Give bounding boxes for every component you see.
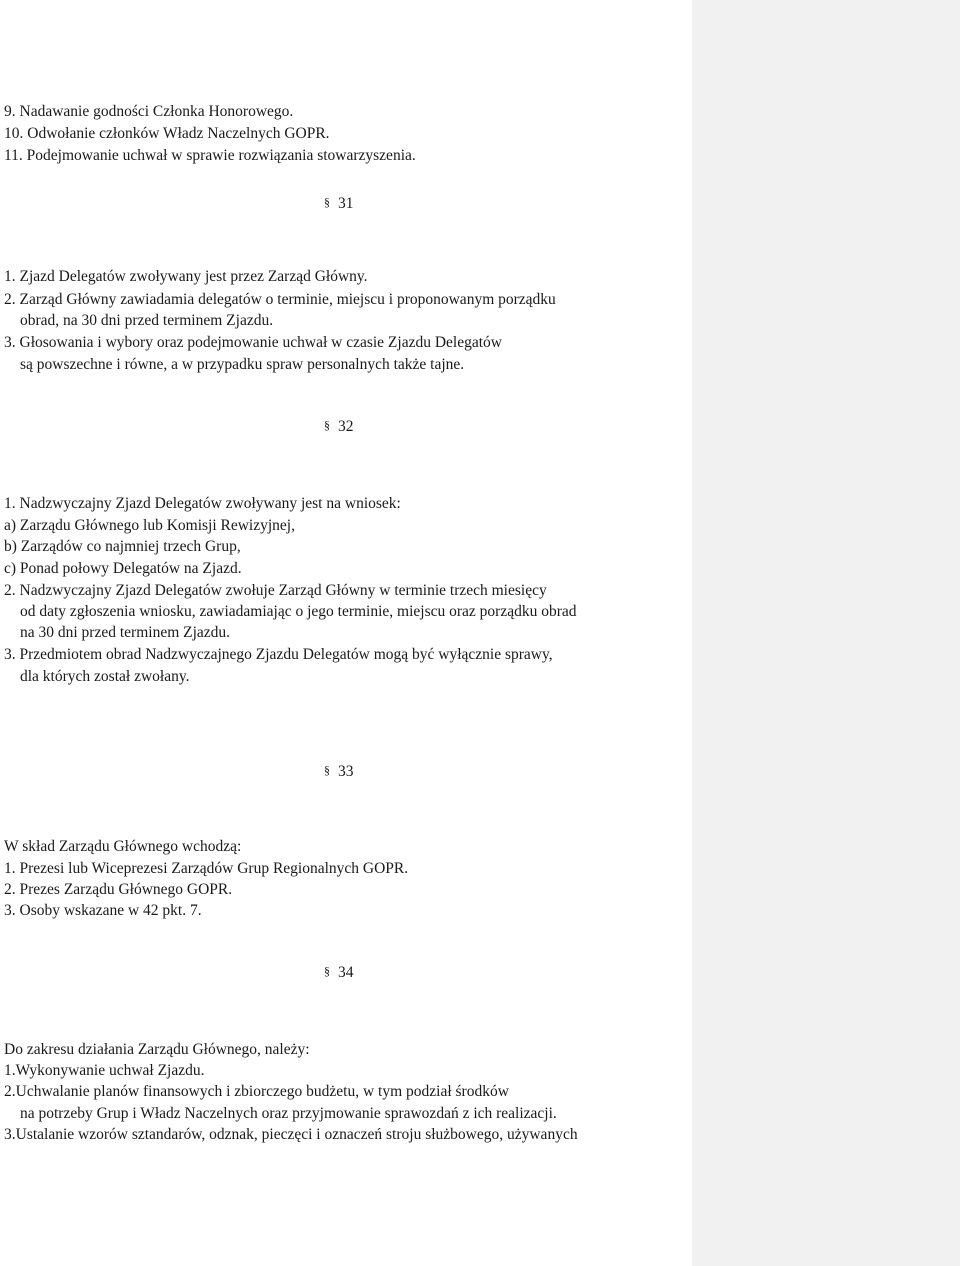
list-item: 3. Głosowania i wybory oraz podejmowanie uchwał w czasie Zjazdu Delegatów: [4, 334, 502, 351]
list-item: 1. Zjazd Delegatów zwoływany jest przez Zarząd Główny.: [4, 268, 368, 285]
list-item: Do zakresu działania Zarządu Głównego, należy:: [4, 1041, 310, 1058]
section-sign: §: [324, 195, 330, 209]
list-item: 10. Odwołanie członków Władz Naczelnych GOPR.: [4, 125, 330, 142]
section-sign: §: [324, 763, 330, 777]
list-item: 3. Przedmiotem obrad Nadzwyczajnego Zjazdu Delegatów mogą być wyłącznie sprawy,: [4, 646, 553, 663]
list-item: 3.Ustalanie wzorów sztandarów, odznak, pieczęci i oznaczeń stroju służbowego, używanych: [4, 1126, 578, 1143]
list-item: 9. Nadawanie godności Członka Honorowego.: [4, 103, 294, 120]
section-sign: §: [324, 964, 330, 978]
list-item: c) Ponad połowy Delegatów na Zjazd.: [4, 560, 242, 577]
list-item: 1. Prezesi lub Wiceprezesi Zarządów Grup Regionalnych GOPR.: [4, 860, 409, 877]
list-item: 2.Uchwalanie planów finansowych i zbiorczego budżetu, w tym podział środków: [4, 1083, 509, 1100]
list-item: b) Zarządów co najmniej trzech Grup,: [4, 538, 241, 555]
list-item: są powszechne i równe, a w przypadku spraw personalnych także tajne.: [20, 356, 465, 373]
section-number: 31: [338, 195, 354, 212]
section-heading: [324, 191, 354, 215]
list-item: 11. Podejmowanie uchwał w sprawie rozwiązania stowarzyszenia.: [4, 147, 416, 164]
section-heading: [324, 759, 354, 783]
list-item: 1.Wykonywanie uchwał Zjazdu.: [4, 1062, 205, 1079]
section-number: 34: [338, 964, 354, 981]
section-number: 33: [338, 763, 354, 780]
list-item: 2. Prezes Zarządu Głównego GOPR.: [4, 881, 233, 898]
list-item: W skład Zarządu Głównego wchodzą:: [4, 838, 242, 855]
list-item: 2. Nadzwyczajny Zjazd Delegatów zwołuje Zarząd Główny w terminie trzech miesięcy: [4, 582, 547, 599]
list-item: a) Zarządu Głównego lub Komisji Rewizyjnej,: [4, 517, 295, 534]
section-number: 32: [338, 418, 354, 435]
section-sign: §: [324, 418, 330, 432]
section-heading: [324, 414, 354, 438]
list-item: na potrzeby Grup i Władz Naczelnych oraz przyjmowanie sprawozdań z ich realizacji.: [20, 1105, 557, 1122]
list-item: 2. Zarząd Główny zawiadamia delegatów o terminie, miejscu i proponowanym porządku: [4, 291, 556, 308]
list-item: na 30 dni przed terminem Zjazdu.: [20, 624, 231, 641]
list-item: 1. Nadzwyczajny Zjazd Delegatów zwoływany jest na wniosek:: [4, 495, 401, 512]
list-item: dla których został zwołany.: [20, 668, 190, 685]
list-item: od daty zgłoszenia wniosku, zawiadamiając o jego terminie, miejscu oraz porządku obrad: [20, 603, 577, 620]
list-item: obrad, na 30 dni przed terminem Zjazdu.: [20, 312, 274, 329]
comment-margin-pane: [692, 0, 960, 1266]
section-heading: [324, 960, 354, 984]
list-item: 3. Osoby wskazane w 42 pkt. 7.: [4, 902, 202, 919]
